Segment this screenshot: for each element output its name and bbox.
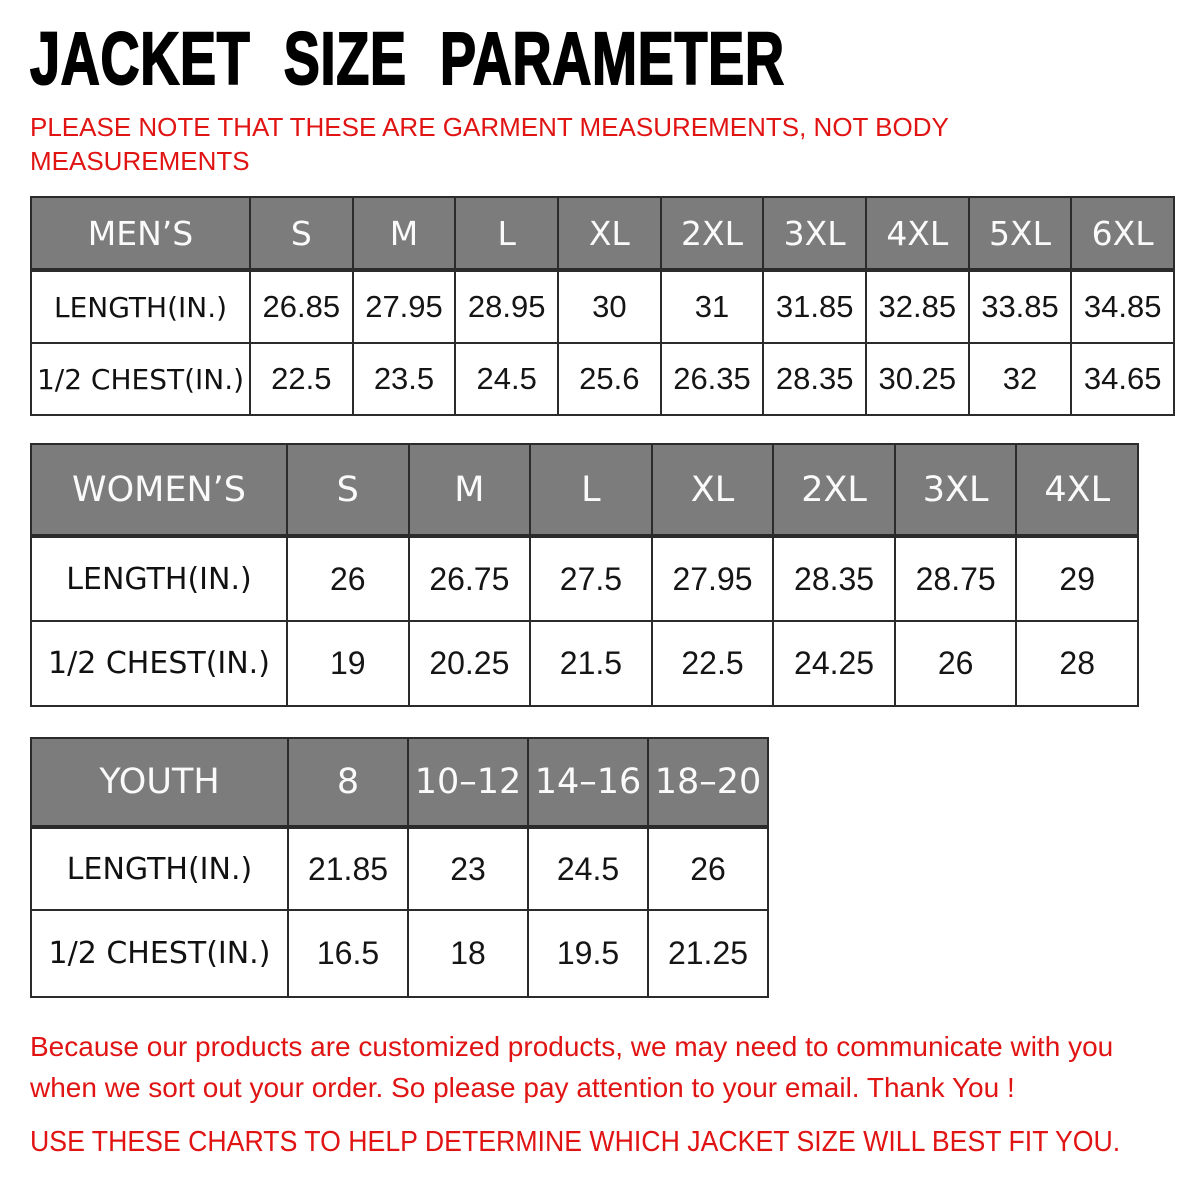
youth-length-value: 26 (649, 829, 767, 909)
youth-header-cell: 18–20 (649, 739, 767, 827)
youth-row-label: 1/2 CHEST(IN.) (32, 911, 287, 996)
womens-length-value: 28.75 (896, 538, 1016, 620)
mens-length-value: 31.85 (764, 272, 865, 342)
youth-header-cell: 10–12 (409, 739, 527, 827)
mens-chest-value: 24.5 (456, 344, 557, 414)
mens-header-cell: L (456, 198, 557, 270)
womens-row-label: LENGTH(IN.) (32, 538, 286, 620)
mens-length-value: 32.85 (867, 272, 968, 342)
mens-row-label: LENGTH(IN.) (32, 272, 249, 342)
womens-length-value: 27.95 (653, 538, 773, 620)
mens-chest-value: 34.65 (1072, 344, 1173, 414)
womens-header-cell: M (410, 445, 530, 536)
mens-header-cell: 3XL (764, 198, 865, 270)
garment-note-line1: PLEASE NOTE THAT THESE ARE GARMENT MEASUREMENTS, NOT BODY (30, 112, 949, 142)
customization-note-line2: when we sort out your order. So please pay attention to your email. Thank You ! (30, 1072, 1015, 1103)
youth-chest-value: 18 (409, 911, 527, 996)
page-title: JACKET SIZE PARAMETER (30, 17, 785, 100)
womens-chest-value: 26 (896, 622, 1016, 705)
womens-chest-value: 20.25 (410, 622, 530, 705)
mens-length-value: 33.85 (970, 272, 1071, 342)
mens-length-value: 26.85 (251, 272, 352, 342)
womens-chest-value: 28 (1017, 622, 1137, 705)
customization-note-line1: Because our products are customized products, we may need to communicate with you (30, 1031, 1114, 1062)
womens-header-cell: 4XL (1017, 445, 1137, 536)
mens-header-cell: S (251, 198, 352, 270)
youth-size-table (30, 737, 769, 998)
womens-header-cell: XL (653, 445, 773, 536)
mens-header-cell: MEN’S (32, 198, 249, 270)
womens-chest-value: 21.5 (531, 622, 651, 705)
mens-header-cell: 4XL (867, 198, 968, 270)
womens-header-cell: 2XL (774, 445, 894, 536)
mens-header-cell: M (354, 198, 455, 270)
mens-length-value: 30 (559, 272, 660, 342)
womens-length-value: 26 (288, 538, 408, 620)
womens-length-value: 26.75 (410, 538, 530, 620)
mens-chest-value: 25.6 (559, 344, 660, 414)
womens-row-label: 1/2 CHEST(IN.) (32, 622, 286, 705)
chart-usage-note: USE THESE CHARTS TO HELP DETERMINE WHICH JACKET SIZE WILL BEST FIT YOU. (30, 1126, 1121, 1158)
womens-length-value: 27.5 (531, 538, 651, 620)
mens-header-cell: 5XL (970, 198, 1071, 270)
customization-note (30, 1026, 1113, 1108)
mens-length-value: 27.95 (354, 272, 455, 342)
womens-header-cell: WOMEN’S (32, 445, 286, 536)
womens-chest-value: 19 (288, 622, 408, 705)
mens-chest-value: 23.5 (354, 344, 455, 414)
womens-length-value: 28.35 (774, 538, 894, 620)
mens-header-cell: 6XL (1072, 198, 1173, 270)
womens-chest-value: 22.5 (653, 622, 773, 705)
mens-chest-value: 30.25 (867, 344, 968, 414)
mens-chest-value: 28.35 (764, 344, 865, 414)
mens-header-cell: 2XL (662, 198, 763, 270)
womens-header-cell: S (288, 445, 408, 536)
youth-length-value: 23 (409, 829, 527, 909)
womens-header-cell: L (531, 445, 651, 536)
womens-chest-value: 24.25 (774, 622, 894, 705)
youth-chest-value: 19.5 (529, 911, 647, 996)
youth-length-value: 21.85 (289, 829, 407, 909)
mens-row-label: 1/2 CHEST(IN.) (32, 344, 249, 414)
womens-size-table (30, 443, 1139, 707)
youth-row-label: LENGTH(IN.) (32, 829, 287, 909)
youth-header-cell: 14–16 (529, 739, 647, 827)
youth-chest-value: 16.5 (289, 911, 407, 996)
mens-length-value: 28.95 (456, 272, 557, 342)
mens-chest-value: 22.5 (251, 344, 352, 414)
youth-header-cell: YOUTH (32, 739, 287, 827)
mens-length-value: 31 (662, 272, 763, 342)
mens-chest-value: 26.35 (662, 344, 763, 414)
mens-length-value: 34.85 (1072, 272, 1173, 342)
womens-length-value: 29 (1017, 538, 1137, 620)
youth-chest-value: 21.25 (649, 911, 767, 996)
garment-note-line2: MEASUREMENTS (30, 146, 250, 176)
mens-size-table (30, 196, 1175, 416)
womens-header-cell: 3XL (896, 445, 1016, 536)
garment-note (30, 110, 949, 178)
youth-header-cell: 8 (289, 739, 407, 827)
mens-header-cell: XL (559, 198, 660, 270)
youth-length-value: 24.5 (529, 829, 647, 909)
mens-chest-value: 32 (970, 344, 1071, 414)
